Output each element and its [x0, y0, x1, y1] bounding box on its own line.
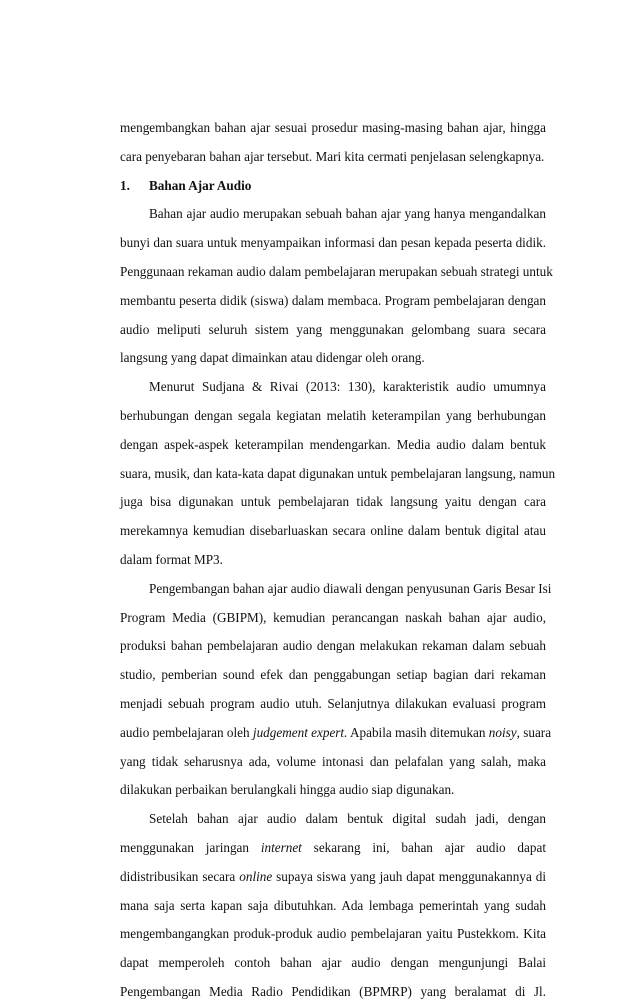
text-line: Menurut Sudjana & Rivai (2013: 130), karakteristik audio umumnya — [149, 379, 546, 395]
text-line — [120, 834, 546, 863]
text-line: juga bisa digunakan untuk pembelajaran tidak langsung yaitu dengan cara — [120, 494, 546, 510]
text-line: audio meliputi seluruh sistem yang menggunakan gelombang suara secara — [120, 321, 546, 337]
text-line: Penggunaan rekaman audio dalam pembelajaran merupakan sebuah strategi untuk — [120, 263, 553, 279]
text-line: dengan aspek-aspek keterampilan mendengarkan. Media audio dalam bentuk — [120, 436, 546, 452]
text-line: dapat memperoleh contoh bahan ajar audio dengan mengunjungi Balai — [120, 955, 546, 971]
text-line: merekamnya kemudian disebarluaskan secara online dalam bentuk digital atau — [120, 523, 546, 539]
text-line — [120, 719, 552, 748]
italic-term: online — [239, 868, 273, 884]
text-line: Program Media (GBIPM), kemudian perancangan naskah bahan ajar audio, — [120, 609, 546, 625]
text-line — [120, 863, 546, 892]
text-line: Pengembangan bahan ajar audio diawali dengan penyusunan Garis Besar Isi — [149, 580, 552, 596]
text-line: cara penyebaran bahan ajar tersebut. Mari kita cermati penjelasan selengkapnya. — [120, 148, 545, 164]
text-run: Apabila masih ditemukan — [347, 724, 489, 740]
italic-term: noisy — [488, 724, 517, 740]
text-line: mengembangangkan produk-produk audio pembelajaran yaitu Pustekkom. Kita — [120, 926, 546, 942]
text-run: supaya siswa yang jauh dapat menggunakannya di — [272, 868, 547, 884]
text-line: dalam format MP3. — [120, 551, 223, 567]
section-number: 1. — [120, 177, 130, 193]
text-run: didistribusikan secara — [120, 868, 240, 884]
text-line: berhubungan dengan segala kegiatan melatih keterampilan yang berhubungan — [120, 407, 546, 423]
italic-term: judgement expert. — [252, 724, 348, 740]
text-line: dilakukan perbaikan berulangkali hingga audio siap digunakan. — [120, 782, 455, 798]
text-run: , suara — [516, 724, 552, 740]
text-run: audio pembelajaran oleh — [120, 724, 253, 740]
body-text — [120, 114, 556, 1007]
text-line: Setelah bahan ajar audio dalam bentuk digital sudah jadi, dengan — [149, 811, 546, 827]
text-line: suara, musik, dan kata-kata dapat digunakan untuk pembelajaran langsung, namun — [120, 465, 556, 481]
section-title: Bahan Ajar Audio — [149, 177, 252, 193]
text-line: Bahan ajar audio merupakan sebuah bahan ajar yang hanya mengandalkan — [149, 206, 546, 222]
text-line: produksi bahan pembelajaran audio dengan melakukan rekaman dalam sebuah — [120, 638, 546, 654]
text-line: bunyi dan suara untuk menyampaikan informasi dan pesan kepada peserta didik. — [120, 235, 546, 251]
section-heading — [120, 172, 546, 201]
text-line: mengembangkan bahan ajar sesuai prosedur masing-masing bahan ajar, hingga — [120, 120, 546, 135]
text-line: Pengembangan Media Radio Pendidikan (BPMRP) yang beralamat di Jl. — [120, 983, 546, 999]
text-line: langsung yang dapat dimainkan atau didengar oleh orang. — [120, 350, 425, 366]
text-line: studio, pemberian sound efek dan penggabungan setiap bagian dari rekaman — [120, 667, 546, 683]
italic-term: internet — [260, 839, 302, 855]
text-run: menggunakan jaringan — [120, 839, 261, 855]
text-line: mana saja serta kapan saja dibutuhkan. Ada lembaga pemerintah yang sudah — [120, 897, 546, 913]
text-line: yang tidak seharusnya ada, volume intonasi dan pelafalan yang salah, maka — [120, 753, 546, 769]
text-run: sekarang ini, bahan ajar audio dapat — [301, 839, 546, 855]
text-line: membantu peserta didik (siswa) dalam membaca. Program pembelajaran dengan — [120, 292, 546, 308]
text-line: menjadi sebuah program audio utuh. Selanjutnya dilakukan evaluasi program — [120, 695, 546, 711]
